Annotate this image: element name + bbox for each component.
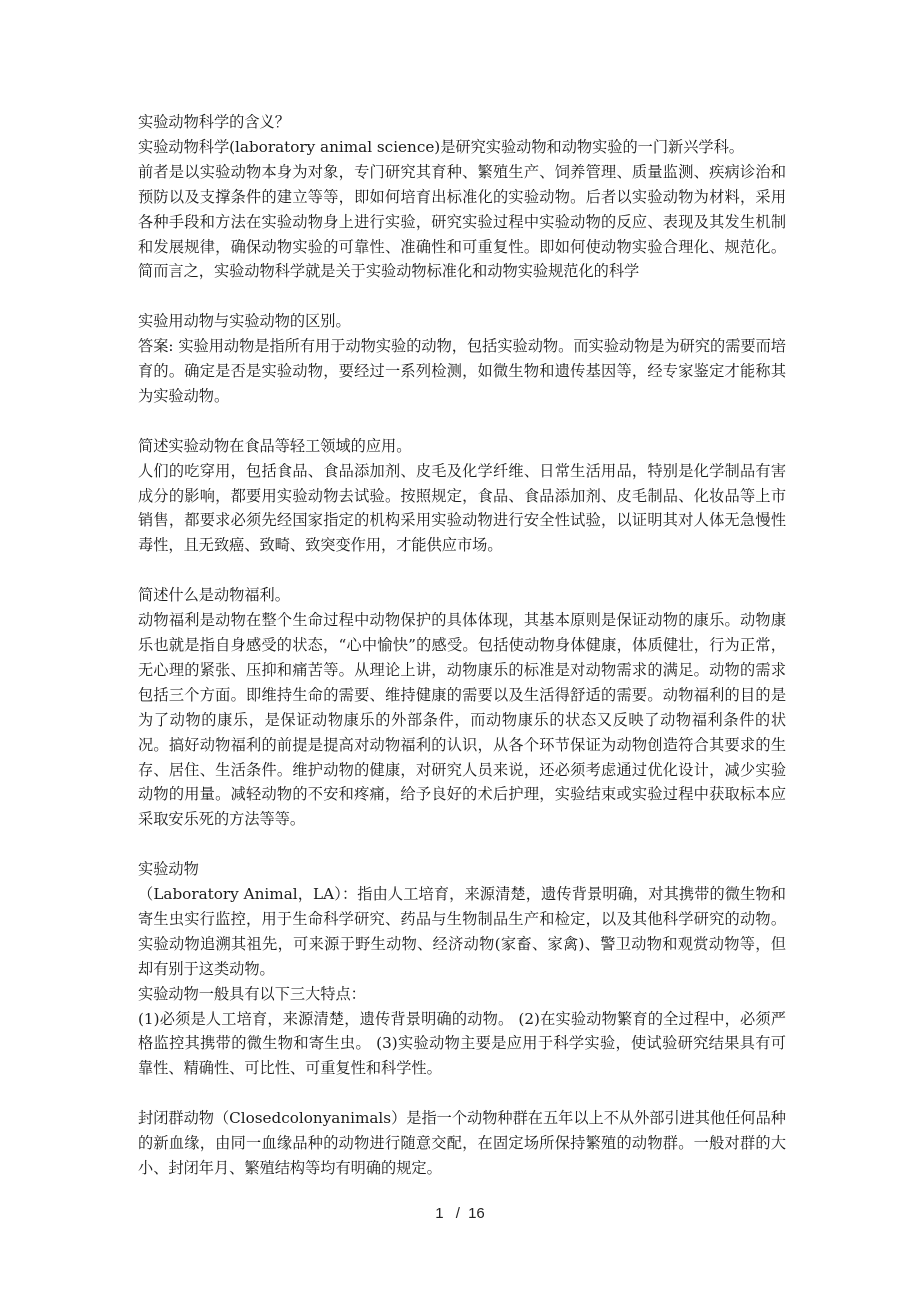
- section-title: 实验动物: [138, 860, 199, 879]
- paragraph-gap: [138, 409, 786, 434]
- paragraph: 实验动物一般具有以下三大特点：: [138, 984, 366, 1003]
- page-number-current: 1: [435, 1205, 444, 1222]
- page-number-separator: /: [455, 1205, 460, 1222]
- section-title: 实验用动物与实验动物的区别。: [138, 312, 351, 331]
- section-title: 简述实验动物在食品等轻工领域的应用。: [138, 436, 412, 455]
- paragraph-gap: [138, 284, 786, 309]
- paragraph: 动物福利是动物在整个生命过程中动物保护的具体体现，其基本原则是保证动物的康乐。动物康乐也就是指自身感受的状态，“心中愉快”的感受。包括使动物身体健康，体质健壮，行为正常，无心理的紧张、压抑和痛苦等。从理论上讲，动物康乐的标准是对动物需求的满足。动物的需求包括三个方面。即维持生命的需要、维持健康的需要以及生活得舒适的需要。动物福利的目的是为了动物的康乐，是保证动物康乐的外部条件，而动物康乐的状态又反映了动物福利条件的状况。搞好动物福利的前提是提高对动物福利的认识，从各个环节保证为动物创造符合其要求的生存、居住、生活条件。维护动物的健康，对研究人员来说，还必须考虑通过优化设计，减少实验动物的用量。减轻动物的不安和疼痛，给予良好的术后护理，实验结束或实验过程中获取标本应采取安乐死的方法等等。: [138, 611, 786, 829]
- paragraph: 前者是以实验动物本身为对象，专门研究其育种、繁殖生产、饲养管理、质量监测、疾病诊治和预防以及支撑条件的建立等等，即如何培育出标准化的实验动物。后者以实验动物为材料，采用各种手段和方法在实验动物身上进行实验，研究实验过程中实验动物的反应、表现及其发生机制和发展规律，确保动物实验的可靠性、准确性和可重复性。即如何使动物实验合理化、规范化。简而言之，实验动物科学就是关于实验动物标准化和动物实验规范化的科学: [138, 162, 786, 281]
- page-number-total: 16: [468, 1205, 485, 1222]
- section-title: 实验动物科学的含义？: [138, 113, 290, 131]
- paragraph-gap: [138, 1081, 786, 1106]
- document-body: [138, 110, 786, 1181]
- page-footer: [0, 1205, 920, 1222]
- section-title: 简述什么是动物福利。: [138, 586, 290, 605]
- paragraph: （Laboratory Animal，LA）：指由人工培育，来源清楚，遗传背景明确，对其携带的微生物和寄生虫实行监控，用于生命科学研究、药品与生物制品生产和检定，以及其他科学研究的动物。实验动物追溯其祖先，可来源于野生动物、经济动物(家畜、家禽)、警卫动物和观赏动物等，但却有别于这类动物。: [138, 885, 786, 978]
- paragraph: (1)必须是人工培育，来源清楚，遗传背景明确的动物。 (2)在实验动物繁育的全过程中，必须严格监控其携带的微生物和寄生虫。 (3)实验动物主要是应用于科学实验，使试验研究结果具有可靠性、精确性、可比性、可重复性和科学性。: [138, 1009, 786, 1078]
- paragraph: 实验动物科学(laboratory animal science)是研究实验动物和动物实验的一门新兴学科。: [138, 137, 744, 156]
- paragraph: 答案: 实验用动物是指所有用于动物实验的动物，包括实验动物。而实验动物是为研究的需要而培育的。确定是否是实验动物，要经过一系列检测，如微生物和遗传基因等，经专家鉴定才能称其为实验动物。: [138, 337, 786, 405]
- paragraph-gap: [138, 558, 786, 583]
- paragraph-gap: [138, 832, 786, 857]
- paragraph: 封闭群动物（Closedcolonyanimals）是指一个动物种群在五年以上不从外部引进其他任何品种的新血缘，由同一血缘品种的动物进行随意交配，在固定场所保持繁殖的动物群。一般对群的大小、封闭年月、繁殖结构等均有明确的规定。: [138, 1109, 786, 1177]
- paragraph: 人们的吃穿用，包括食品、食品添加剂、皮毛及化学纤维、日常生活用品，特别是化学制品有害成分的影响，都要用实验动物去试验。按照规定，食品、食品添加剂、皮毛制品、化妆品等上市销售，都要求必须先经国家指定的机构采用实验动物进行安全性试验，以证明其对人体无急慢性毒性，且无致癌、致畸、致突变作用，才能供应市场。: [138, 461, 786, 555]
